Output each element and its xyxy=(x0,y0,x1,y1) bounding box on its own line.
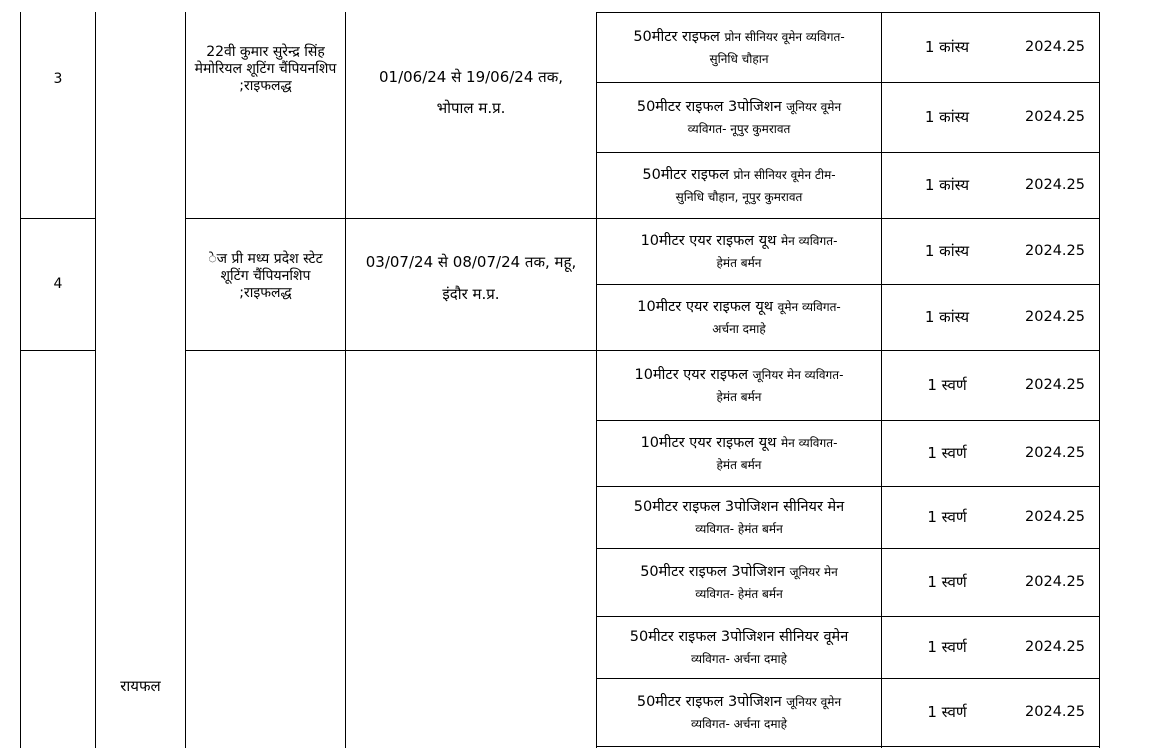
grid-line xyxy=(596,746,1100,747)
year: 2024.25 xyxy=(1025,638,1085,655)
event-description xyxy=(597,285,881,350)
year: 2024.25 xyxy=(1025,376,1085,393)
medal: 1 स्वर्ण xyxy=(927,572,967,591)
year: 2024.25 xyxy=(1025,703,1085,720)
event-line: 10मीटर एयर राइफल यूथ मेन व्यविगत- xyxy=(640,232,838,249)
grid-line xyxy=(95,12,96,748)
event-line: 10मीटर एयर राइफल जूनियर मेन व्यविगत- xyxy=(634,366,844,383)
event-description xyxy=(597,13,881,82)
event-line: 50मीटर राइफल 3पोजिशन सीनियर वूमेन xyxy=(629,628,849,645)
athlete-line: व्यविगत- नूपुर कुमरावत xyxy=(687,121,791,136)
athlete-line: सुनिधि चौहान xyxy=(709,51,769,66)
athlete-line: व्यविगत- अर्चना दमाहे xyxy=(691,651,787,666)
athlete-line: हेमंत बर्मन xyxy=(716,457,762,472)
athlete-line: हेमंत बर्मन xyxy=(716,255,762,270)
athlete-line: व्यविगत- अर्चना दमाहे xyxy=(691,716,787,731)
medal: 1 कांस्य xyxy=(924,175,970,194)
year: 2024.25 xyxy=(1025,508,1085,525)
event-line: 50मीटर राइफल 3पोजिशन जूनियर वूमेन xyxy=(636,693,842,710)
medal: 1 स्वर्ण xyxy=(927,637,967,656)
medal: 1 कांस्य xyxy=(924,307,970,326)
event-description xyxy=(597,487,881,548)
event-description xyxy=(597,421,881,486)
event-description xyxy=(597,679,881,746)
event-description xyxy=(597,153,881,218)
athlete-line: व्यविगत- हेमंत बर्मन xyxy=(695,521,783,536)
year: 2024.25 xyxy=(1025,108,1085,125)
serial-number: 4 xyxy=(53,276,63,293)
event-description xyxy=(597,549,881,616)
event-line: 50मीटर राइफल 3पोजिशन सीनियर मेन xyxy=(633,498,845,515)
medal: 1 कांस्य xyxy=(924,107,970,126)
year: 2024.25 xyxy=(1025,308,1085,325)
event-description xyxy=(597,351,881,420)
event-line: 10मीटर एयर राइफल यूथ मेन व्यविगत- xyxy=(640,434,838,451)
year: 2024.25 xyxy=(1025,573,1085,590)
serial-number: 3 xyxy=(53,71,63,88)
venue-line: इंदौर म.प्र. xyxy=(442,284,500,303)
athlete-line: हेमंत बर्मन xyxy=(716,389,762,404)
event-line: 10मीटर एयर राइफल यूथ वूमेन व्यविगत- xyxy=(637,298,841,315)
medal: 1 स्वर्ण xyxy=(927,507,967,526)
competition-dates xyxy=(346,219,596,379)
medal: 1 स्वर्ण xyxy=(927,443,967,462)
event-description xyxy=(597,617,881,678)
dates-line: 01/06/24 से 19/06/24 तक, xyxy=(378,67,564,86)
venue-line: भोपाल म.प्र. xyxy=(436,99,506,117)
year: 2024.25 xyxy=(1025,242,1085,259)
medal: 1 स्वर्ण xyxy=(927,375,967,394)
dates-line: 03/07/24 से 08/07/24 तक, महू, xyxy=(365,253,577,271)
year: 2024.25 xyxy=(1025,176,1085,193)
competition-name: 22वी कुमार सुरेन्द्र सिंह मेमोरियल शूटिंग चैंपियनशिप ;राइफलद्ध xyxy=(194,44,337,94)
year: 2024.25 xyxy=(1025,38,1085,55)
competition-dates xyxy=(346,13,596,173)
event-line: 50मीटर राइफल प्रोन सीनियर वूमेन टीम- xyxy=(642,166,836,183)
medal: 1 कांस्य xyxy=(924,241,970,260)
event-line: 50मीटर राइफल 3पोजिशन जूनियर वूमेन xyxy=(636,98,842,115)
event-description xyxy=(597,219,881,284)
event-description xyxy=(597,83,881,152)
athlete-line: व्यविगत- हेमंत बर्मन xyxy=(695,586,783,601)
year: 2024.25 xyxy=(1025,444,1085,461)
athlete-line: सुनिधि चौहान, नूपुर कुमरावत xyxy=(675,189,803,204)
medal: 1 स्वर्ण xyxy=(927,702,967,721)
discipline-label: रायफल xyxy=(120,677,161,696)
athlete-line: अर्चना दमाहे xyxy=(712,321,766,336)
competition-name: ेज प्री मध्य प्रदेश स्टेट शूटिंग चैंपियनशिप ;राइफलद्ध xyxy=(208,251,323,301)
event-line: 50मीटर राइफल 3पोजिशन जूनियर मेन xyxy=(640,563,838,580)
grid-line xyxy=(20,350,96,351)
medal: 1 कांस्य xyxy=(924,37,970,56)
event-line: 50मीटर राइफल प्रोन सीनियर वूमेन व्यविगत- xyxy=(633,28,845,45)
